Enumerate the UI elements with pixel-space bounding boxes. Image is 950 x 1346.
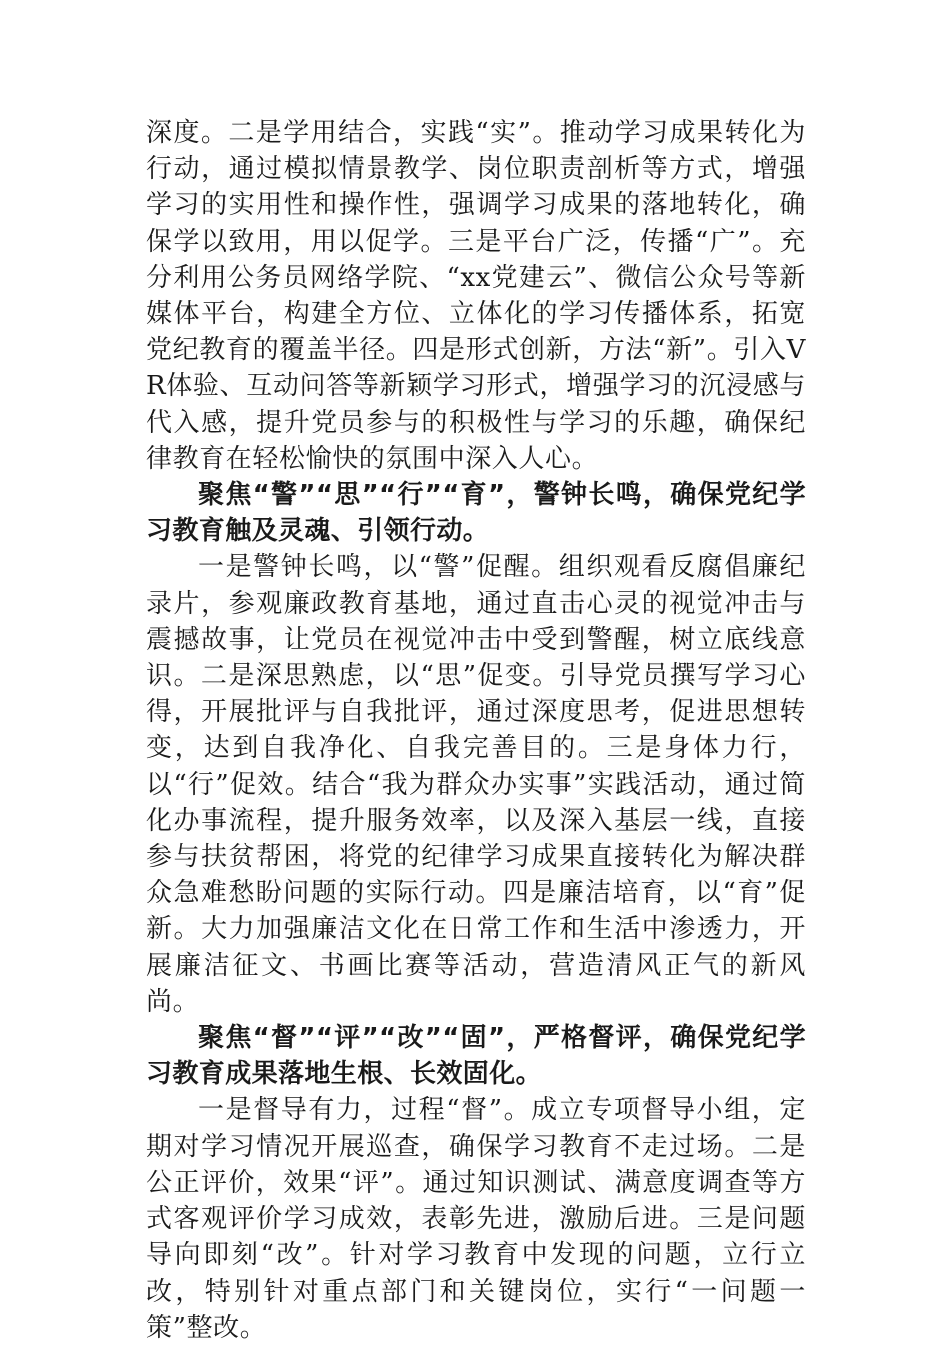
section-heading-2: 聚焦“督”“评”“改”“固”，严格督评，确保党纪学习教育成果落地生根、长效固化。 [146, 1023, 806, 1090]
body-paragraph-2: 一是警钟长鸣，以“警”促醒。组织观看反腐倡廉纪录片，参观廉政教育基地，通过直击心灵的视觉冲击与震撼故事，让党员在视觉冲击中受到警醒，树立底线意识。二是深思熟虑，以“思”促变。引导党员撰写学习心得，开展批评与自我批评，通过深度思考，促进思想转变，达到自我净化、自我完善目的。三是身体力行，以“行”促效。结合“我为群众办实事”实践活动，通过简化办事流程，提升服务效率，以及深入基层一线，直接参与扶贫帮困，将党的纪律学习成果直接转化为解决群众急难愁盼问题的实际行动。四是廉洁培育，以“育”促新。大力加强廉洁文化在日常工作和生活中渗透力，开展廉洁征文、书画比赛等活动，营造清风正气的新风尚。 [146, 552, 806, 1017]
document-body [146, 115, 806, 1346]
body-paragraph-1: 深度。二是学用结合，实践“实”。推动学习成果转化为行动，通过模拟情景教学、岗位职责剖析等方式，增强学习的实用性和操作性，强调学习成果的落地转化，确保学以致用，用以促学。三是平台广泛，传播“广”。充分利用公务员网络学院、“xx党建云”、微信公众号等新媒体平台，构建全方位、立体化的学习传播体系，拓宽党纪教育的覆盖半径。四是形式创新，方法“新”。引入VR体验、互动问答等新颖学习形式，增强学习的沉浸感与代入感，提升党员参与的积极性与学习的乐趣，确保纪律教育在轻松愉快的氛围中深入人心。 [146, 118, 806, 474]
section-heading-1: 聚焦“警”“思”“行”“育”，警钟长鸣，确保党纪学习教育触及灵魂、引领行动。 [146, 480, 806, 547]
body-paragraph-3: 一是督导有力，过程“督”。成立专项督导小组，定期对学习情况开展巡查，确保学习教育不走过场。二是公正评价，效果“评”。通过知识测试、满意度调查等方式客观评价学习成效，表彰先进，激励后进。三是问题导向即刻“改”。针对学习教育中发现的问题，立行立改，特别针对重点部门和关键岗位，实行“一问题一策”整改。 [146, 1095, 806, 1343]
